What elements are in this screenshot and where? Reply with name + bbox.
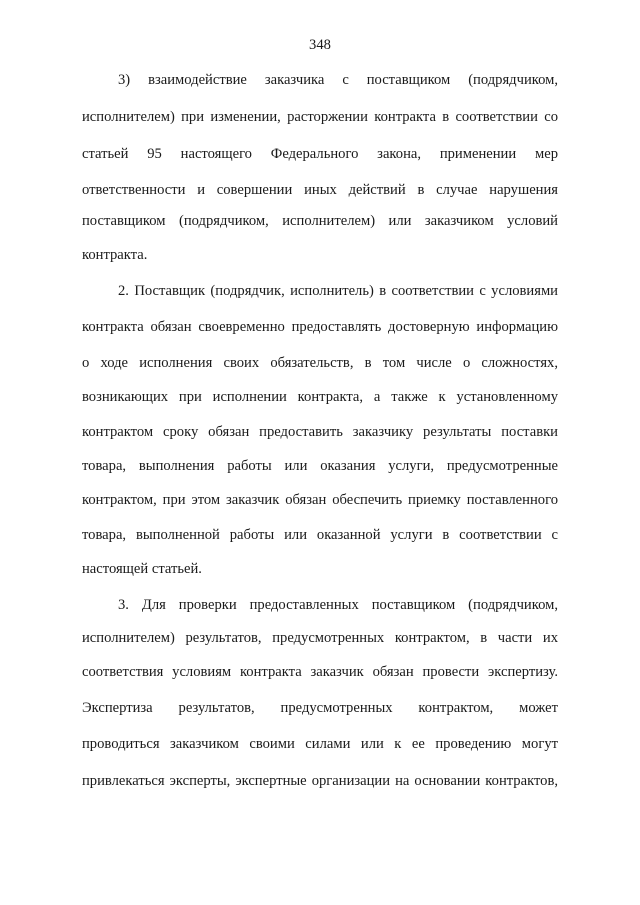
paragraph-2-line-7: контрактом, при этом заказчик обязан обеспечить приемку поставленного <box>82 492 558 508</box>
paragraph-1-line-5: поставщиком (подрядчиком, исполнителем) или заказчиком условий <box>82 213 558 229</box>
paragraph-1-line-4: ответственности и совершении иных действий в случае нарушения <box>82 182 558 198</box>
paragraph-2-line-3: о ходе исполнения своих обязательств, в том числе о сложностях, <box>82 355 558 371</box>
paragraph-2-line-4: возникающих при исполнении контракта, а также к установленному <box>82 389 558 405</box>
paragraph-1-line-3: статьей 95 настоящего Федерального закона, применении мер <box>82 146 558 162</box>
page-number: 348 <box>309 37 331 53</box>
paragraph-3-line-4: Экспертиза результатов, предусмотренных контрактом, может <box>82 700 558 716</box>
paragraph-3-line-1: 3. Для проверки предоставленных поставщиком (подрядчиком, <box>118 597 558 613</box>
paragraph-1-line-2: исполнителем) при изменении, расторжении контракта в соответствии со <box>82 109 558 125</box>
paragraph-2-line-8: товара, выполненной работы или оказанной услуги в соответствии с <box>82 527 558 543</box>
paragraph-3-line-6: привлекаться эксперты, экспертные организации на основании контрактов, <box>82 773 558 789</box>
paragraph-2-line-1: 2. Поставщик (подрядчик, исполнитель) в соответствии с условиями <box>118 283 558 299</box>
paragraph-1-line-6: контракта. <box>82 247 148 263</box>
paragraph-2-line-6: товара, выполнения работы или оказания услуги, предусмотренные <box>82 458 558 474</box>
paragraph-3-line-2: исполнителем) результатов, предусмотренных контрактом, в части их <box>82 630 558 646</box>
paragraph-3-line-5: проводиться заказчиком своими силами или к ее проведению могут <box>82 736 558 752</box>
paragraph-2-line-2: контракта обязан своевременно предоставлять достоверную информацию <box>82 319 558 335</box>
paragraph-2-line-9: настоящей статьей. <box>82 561 202 577</box>
paragraph-3-line-3: соответствия условиям контракта заказчик обязан провести экспертизу. <box>82 664 558 680</box>
paragraph-1-line-1: 3) взаимодействие заказчика с поставщиком (подрядчиком, <box>118 72 558 88</box>
paragraph-2-line-5: контрактом сроку обязан предоставить заказчику результаты поставки <box>82 424 558 440</box>
